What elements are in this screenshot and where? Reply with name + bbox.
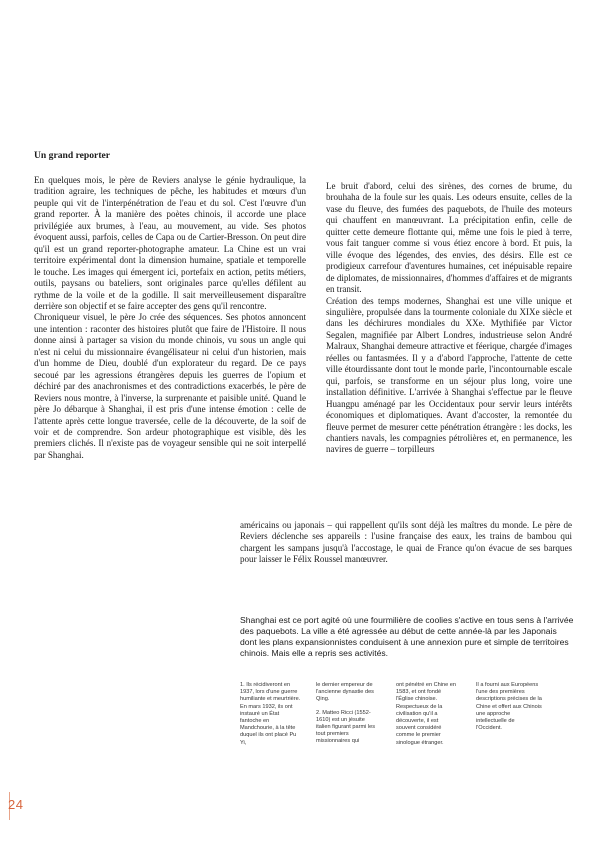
footnote-column-1 bbox=[240, 682, 302, 747]
section-heading: Un grand reporter bbox=[34, 150, 111, 161]
left-column bbox=[34, 175, 306, 461]
footnote: ont pénétré en Chine en 1583, et ont fondé l'Église chinoise. Respectueux de la civilisation qu'il a découverte, il est souvent considéré comme le premier sinologue étranger. bbox=[396, 682, 457, 746]
paragraph: Chroniqueur visuel, le père Jo crée des séquences. Ses photos annoncent une intention : raconter des histoires plutôt que faire de l'Histoire. Il nous donne ainsi à partager sa vision du monde chinois, vu sous un angle qui n'est ni celui du missionnaire évangélisateur ni celui d'un historien, mais d'un homme de Dieu, doublé d'un explorateur du regard. De ce pays secoué par les agressions étrangères depuis les guerres de l'opium et déchiré par des anachronismes et des contradictions exacerbés, le père de Reviers nous montre, à l'inverse, la surprenante et paisible unité. Quand le père Jo débarque à Shanghai, il est pris d'une intense émotion : celle de l'attente après cette longue traversée, celle de la découverte, de la soif de voir et de comprendre. Son ardeur photographique est visible, dès les premiers clichés. Il n'existe pas de voyageur sensible qui ne soit interpellé par Shanghai. bbox=[34, 312, 306, 460]
closing-block bbox=[240, 615, 575, 659]
footnote-column-4 bbox=[476, 682, 542, 732]
page-number: 24 bbox=[8, 797, 24, 812]
footnote-column-3 bbox=[396, 682, 458, 747]
footnote-column-2 bbox=[316, 682, 378, 746]
footnote: 1. Ils récidiveront en 1937, lors d'une guerre humiliante et meurtrière. bbox=[240, 682, 301, 703]
paragraph: américains ou japonais – qui rappellent qu'ils sont déjà les maîtres du monde. Le père de Reviers déclenche ses appareils : l'usine française des eaux, les trains de bambou qui chargent les sampans jusqu'à l'accostage, le quai de France qu'on évacue de ses barques pour laisser le Félix Roussel manœuvrer. bbox=[240, 520, 572, 565]
footnote: Il a fourni aux Européens l'une des premières descriptions précises de la Chine et offert aux Chinois une approche intellectuelle de l'Occident. bbox=[476, 682, 542, 732]
continuation-block bbox=[240, 520, 572, 566]
paragraph: En quelques mois, le père de Reviers analyse le génie hydraulique, la tradition agraire, les techniques de pêche, les habitudes et mœurs d'un peuple qui vit de l'interpénétration de l'eau et du sol. C'est l'œuvre d'un grand reporter. À la manière des poètes chinois, il accorde une place privilégiée aux brumes, à l'eau, au mouvement, au vide. Ses photos évoquent aussi, parfois, celles de Capa ou de Cartier-Bresson. On peut dire qu'il est un grand reporter-photographe amateur. La Chine est un vrai territoire expérimental dont la dimension humaine, spatiale et temporelle le touche. Les images qui émergent ici, portefaix en action, petits métiers, outils, paysans ou bateliers, sont originales parce qu'elles défilent au rythme de la voile et de la godille. Il sait merveilleusement disparaître derrière son objectif et se faire accepter des gens qu'il rencontre. bbox=[34, 175, 306, 311]
footnote: 2. Matteo Ricci (1552-1610) est un jésuite italien figurant parmi les tout premiers missionnaires qui bbox=[316, 709, 376, 745]
footnote: En mars 1932, ils ont instauré un État fantoche en Mandchourie, à la tête duquel ils ont placé Pu Yi, bbox=[240, 703, 297, 746]
paragraph: Le bruit d'abord, celui des sirènes, des cornes de brume, du brouhaha de la foule sur les quais. Les odeurs ensuite, celles de la vase du fleuve, des fumées des paquebots, de l'huile des moteurs qui chauffent en manœuvrant. La précipitation enfin, celle de quitter cette demeure flottante qui, même une fois le pied à terre, vous fait tanguer comme si vous étiez encore à bord. Et puis, la ville évoque des légendes, des envies, des désirs. Elle est ce prodigieux carrefour d'aventures humaines, cet inépuisable repaire de diplomates, de missionnaires, d'hommes d'affaires et de migrants en transit. bbox=[326, 181, 572, 295]
paragraph: Shanghai est ce port agité où une fourmilière de coolies s'active en tous sens à l'arrivée des paquebots. La ville a été agressée au début de cette année-là par les Japonais dont les plans expansionnistes conduisent à une annexion pure et simple de territoires chinois. Mais elle a repris ses activités. bbox=[240, 615, 574, 658]
paragraph: Création des temps modernes, Shanghai est une ville unique et singulière, propulsée dans la tourmente coloniale du XIXe siècle et dans les déchirures mondiales du XXe. Mythifiée par Victor Segalen, magnifiée par Albert Londres, industrieuse selon André Malraux, Shanghai demeure attractive et féerique, chargée d'images réelles ou fantasmées. Il y a d'abord l'approche, l'attente de cette ville étourdissante dont tout le monde parle, l'incontournable escale qui, parfois, se transforme en un séjour plus long, voire une installation définitive. L'arrivée à Shanghai s'effectue par le fleuve Huangpu aménagé par les Occidentaux pour servir leurs intérêts économiques et diplomatiques. Avant d'accoster, la remontée du fleuve permet de mesurer cette pénétration étrangère : les docks, les chantiers navals, les compagnies pétrolières et, en permanence, les navires de guerre – torpilleurs bbox=[326, 295, 572, 455]
right-column bbox=[326, 181, 572, 456]
footnote: le dernier empereur de l'ancienne dynastie des Qing. bbox=[316, 682, 374, 703]
